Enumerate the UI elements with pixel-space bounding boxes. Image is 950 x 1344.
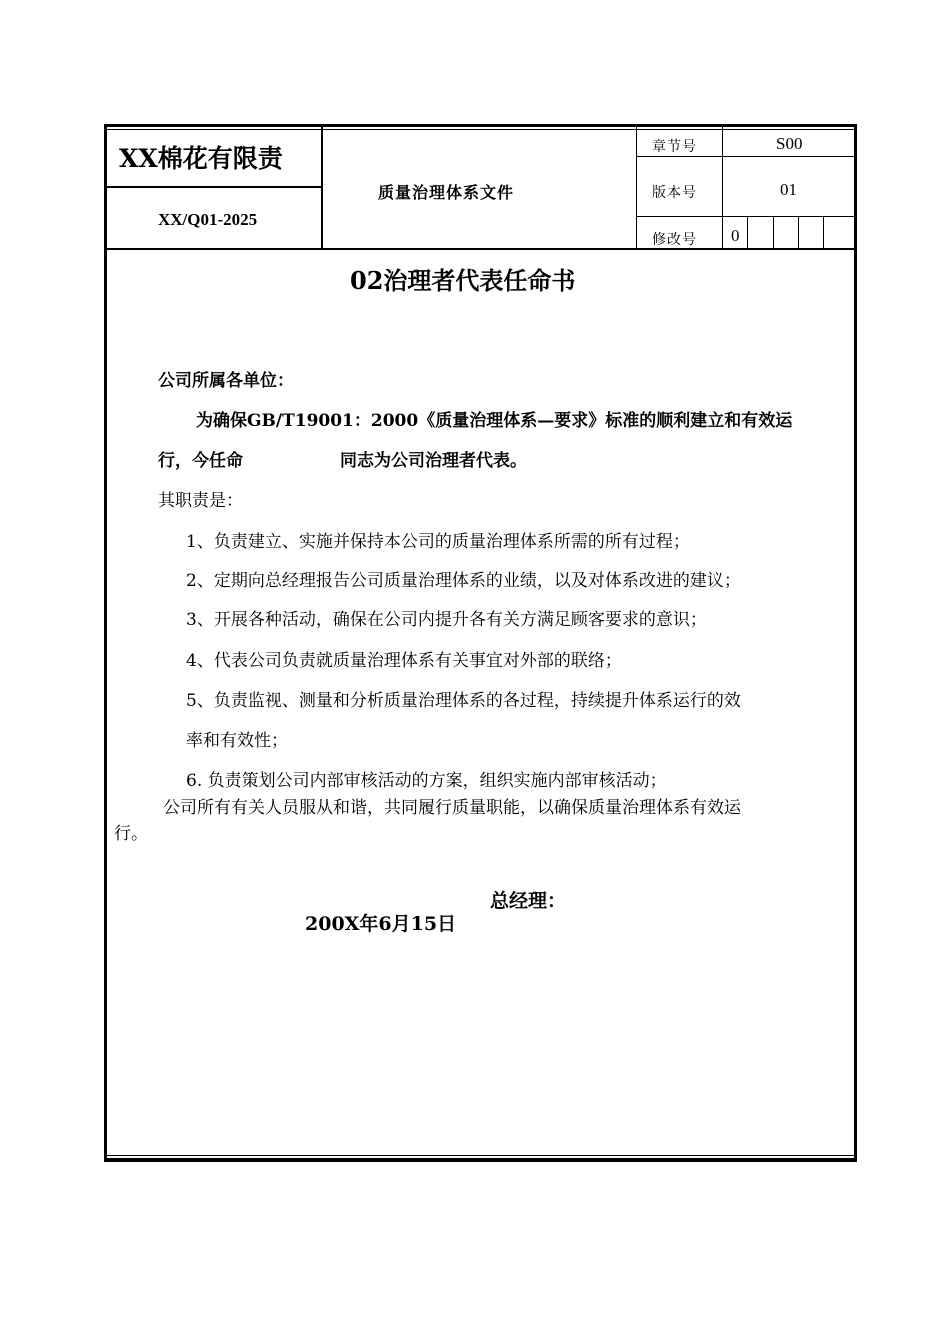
salutation: 公司所属各单位： (158, 371, 294, 391)
duty-item: 4、代表公司负责就质量治理体系有关事宜对外部的联络； (186, 651, 622, 671)
document-title: 质量治理体系文件 (378, 183, 515, 202)
revision-value: 0 (731, 226, 740, 245)
chapter-label: 章节号 (652, 139, 697, 155)
duties-heading: 其职责是： (158, 491, 243, 511)
duty-item: 5、负责监视、测量和分析质量治理体系的各过程，持续提升体系运行的效 (186, 691, 741, 711)
intro-line-2-end: 同志为公司治理者代表。 (340, 451, 527, 471)
company-name: XX棉花有限责 (119, 144, 283, 173)
version-label: 版本号 (652, 185, 697, 201)
duty-item-continuation: 率和有效性； (186, 731, 288, 751)
revision-cell-divider-4 (823, 216, 824, 249)
closing-line-2: 行。 (114, 824, 148, 844)
duty-item: 2、定期向总经理报告公司质量治理体系的业绩，以及对体系改进的建议； (186, 571, 741, 591)
header-divider-right (636, 124, 637, 249)
version-value: 01 (780, 180, 797, 199)
revision-cell-divider-3 (798, 216, 799, 249)
duty-item: 1、负责建立、实施并保持本公司的质量治理体系所需的所有过程； (186, 532, 690, 552)
header-top-rule (104, 129, 857, 130)
chapter-row-rule (636, 156, 856, 157)
duty-item: 6. 负责策划公司内部审核活动的方案，组织实施内部审核活动； (186, 771, 667, 791)
revision-cell-divider-1 (747, 216, 748, 249)
document-date: 200X年6月15日 (305, 913, 457, 935)
page-title: 02治理者代表任命书 (350, 266, 576, 295)
footer-double-rule (104, 1155, 857, 1156)
intro-line-1: 为确保GB/T19001：2000《质量治理体系—要求》标准的顺利建立和有效运 (196, 411, 793, 431)
signature-label: 总经理： (490, 890, 567, 912)
revision-cell-divider-2 (773, 216, 774, 249)
duty-item: 3、开展各种活动，确保在公司内提升各有关方满足顾客要求的意识； (186, 610, 707, 630)
revision-label: 修改号 (652, 232, 697, 248)
header-bottom-rule (104, 248, 857, 250)
company-divider (104, 186, 322, 188)
closing-line-1: 公司所有有关人员服从和谐，共同履行质量职能，以确保质量治理体系有效运 (163, 798, 741, 818)
label-value-divider (722, 124, 723, 249)
intro-line-2-start: 行，今任命 (158, 451, 243, 471)
document-number: XX/Q01-2025 (158, 210, 258, 229)
chapter-value: S00 (776, 134, 803, 153)
